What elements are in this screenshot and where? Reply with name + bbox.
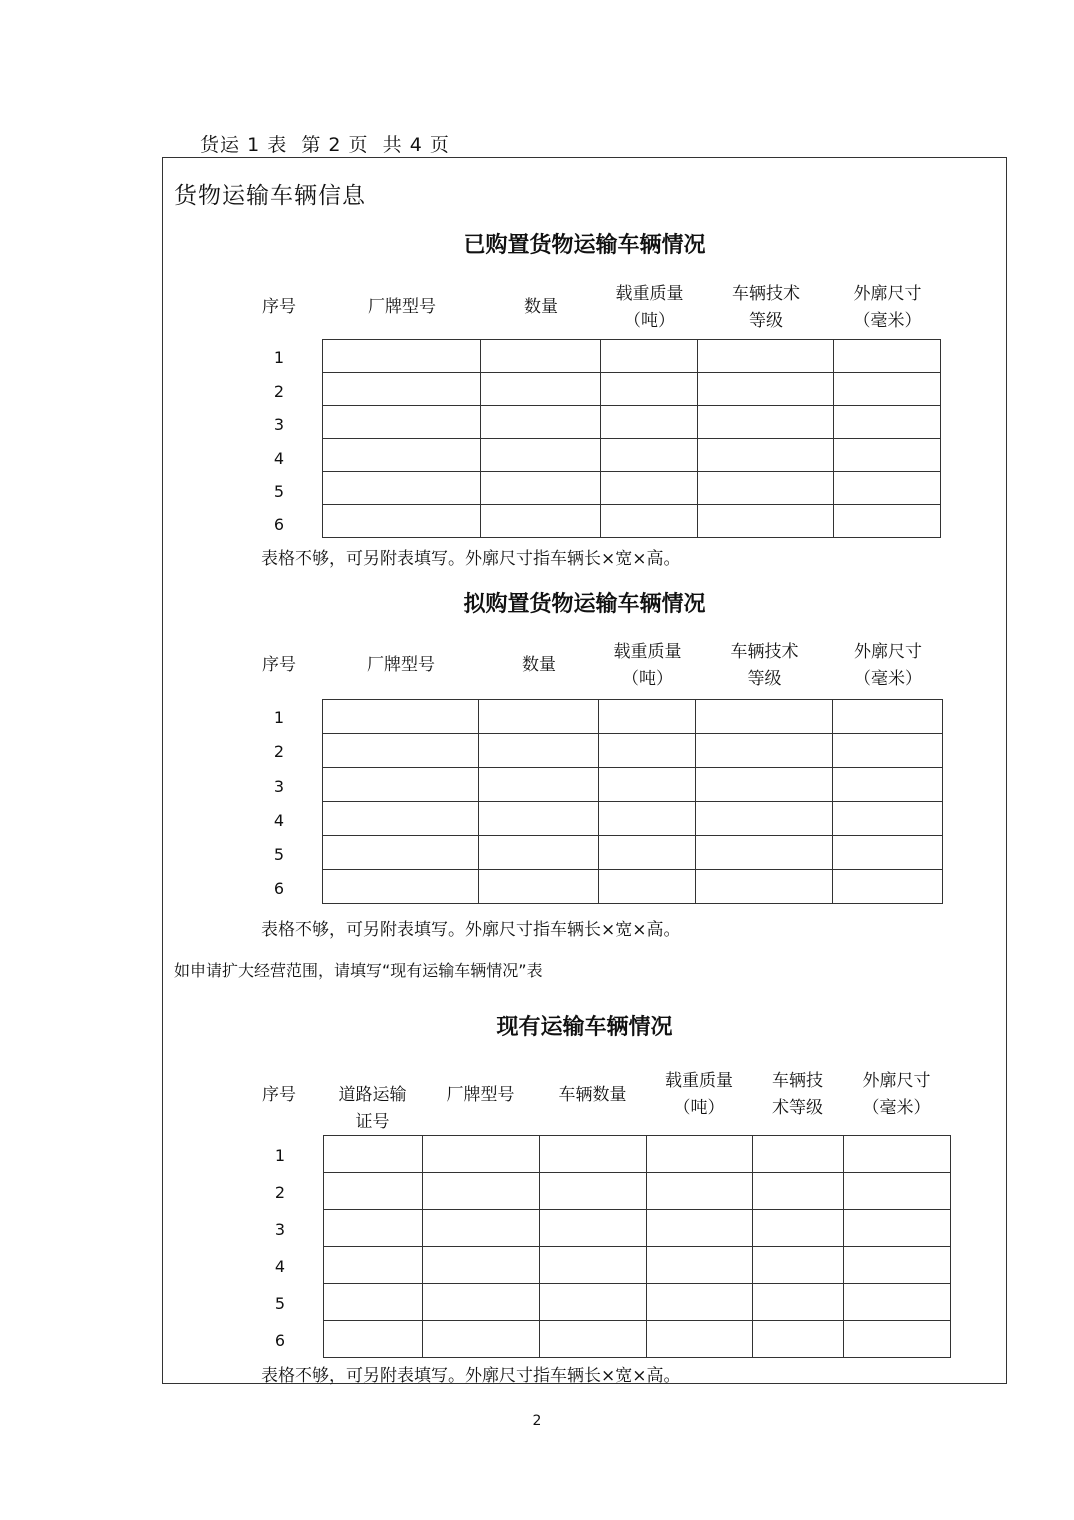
table-cell[interactable] <box>834 406 941 439</box>
header-line: 术等级 <box>772 1098 823 1118</box>
header-brand-model: 厂牌型号 <box>368 297 436 317</box>
table-cell[interactable] <box>479 768 599 802</box>
table-cell[interactable] <box>698 340 834 373</box>
header-line: （吨） <box>622 669 673 689</box>
table-cell[interactable] <box>698 406 834 439</box>
header-dimensions <box>843 1068 950 1122</box>
header-line: （吨） <box>624 311 675 331</box>
table-cell[interactable] <box>479 836 599 870</box>
table-cell[interactable] <box>479 700 599 734</box>
header-quantity: 数量 <box>522 655 556 675</box>
planned-vehicles-grid <box>322 699 943 904</box>
table-cell[interactable] <box>540 1136 647 1173</box>
table-cell[interactable] <box>753 1284 844 1321</box>
table-cell[interactable] <box>844 1247 951 1284</box>
table-cell[interactable] <box>324 1173 423 1210</box>
table-cell[interactable] <box>844 1321 951 1358</box>
header-line: （毫米） <box>853 311 922 331</box>
header-line: （毫米） <box>854 669 922 689</box>
header-line: 车辆技 <box>772 1071 823 1091</box>
table-cell[interactable] <box>647 1284 753 1321</box>
table-cell[interactable] <box>479 870 599 904</box>
page-total: 4 <box>409 134 423 156</box>
table-cell[interactable] <box>753 1173 844 1210</box>
table-cell[interactable] <box>323 439 481 472</box>
page-prefix: 第 <box>301 134 322 156</box>
table-cell[interactable] <box>698 373 834 406</box>
table-cell[interactable] <box>599 768 696 802</box>
table-cell[interactable] <box>601 406 698 439</box>
row-number: 6 <box>274 1331 286 1350</box>
existing-vehicles-grid <box>323 1135 951 1358</box>
row-number: 5 <box>273 845 285 864</box>
table-cell[interactable] <box>696 700 833 734</box>
table-cell[interactable] <box>481 472 601 505</box>
form-number: 1 <box>247 134 261 156</box>
table-cell[interactable] <box>844 1284 951 1321</box>
table-cell[interactable] <box>324 1210 423 1247</box>
table-cell[interactable] <box>323 870 479 904</box>
table-cell[interactable] <box>647 1136 753 1173</box>
form-suffix: 表 <box>267 134 288 156</box>
table-title-existing: 现有运输车辆情况 <box>496 1015 673 1040</box>
table-cell[interactable] <box>423 1136 540 1173</box>
table-cell[interactable] <box>601 373 698 406</box>
table-cell[interactable] <box>423 1210 540 1247</box>
row-number: 2 <box>273 742 285 761</box>
table-cell[interactable] <box>323 340 481 373</box>
table-title-purchased: 已购置货物运输车辆情况 <box>463 233 706 258</box>
header-line: 证号 <box>355 1112 390 1132</box>
form-name: 货运 <box>200 134 241 156</box>
table-cell[interactable] <box>844 1136 951 1173</box>
row-number: 6 <box>273 879 285 898</box>
table-cell[interactable] <box>834 373 941 406</box>
row-number: 5 <box>274 1294 286 1313</box>
header-dimensions <box>833 639 943 693</box>
header-line: （吨） <box>673 1098 725 1118</box>
table-cell[interactable] <box>323 836 479 870</box>
table-cell[interactable] <box>833 870 943 904</box>
table-cell[interactable] <box>601 472 698 505</box>
table-cell[interactable] <box>324 1247 423 1284</box>
table-note: 表格不够，可另附表填写。外廓尺寸指车辆长×宽×高。 <box>261 920 681 940</box>
header-line: 外廓尺寸 <box>854 642 922 662</box>
row-number: 2 <box>273 382 285 401</box>
header-load-mass <box>646 1068 752 1122</box>
header-line: 外廓尺寸 <box>853 284 922 304</box>
header-line: 道路运输 <box>338 1085 407 1105</box>
table-cell[interactable] <box>423 1247 540 1284</box>
table-cell[interactable] <box>647 1247 753 1284</box>
row-number: 1 <box>274 1146 286 1165</box>
table-cell[interactable] <box>696 836 833 870</box>
table-cell[interactable] <box>481 505 601 538</box>
table-cell[interactable] <box>324 1136 423 1173</box>
table-cell[interactable] <box>834 439 941 472</box>
header-line: 车辆技术 <box>732 284 800 304</box>
table-cell[interactable] <box>323 373 481 406</box>
table-cell[interactable] <box>423 1321 540 1358</box>
header-brand-model: 厂牌型号 <box>446 1085 515 1105</box>
row-number: 1 <box>273 348 285 367</box>
table-cell[interactable] <box>423 1284 540 1321</box>
table-cell[interactable] <box>696 802 833 836</box>
page-number: 2 <box>532 1413 542 1429</box>
table-cell[interactable] <box>601 439 698 472</box>
header-serial: 序号 <box>262 297 296 317</box>
table-cell[interactable] <box>540 1321 647 1358</box>
header-tech-grade <box>696 639 833 693</box>
header-line: （毫米） <box>862 1098 931 1118</box>
header-line: 等级 <box>749 311 783 331</box>
table-cell[interactable] <box>540 1284 647 1321</box>
table-cell[interactable] <box>601 340 698 373</box>
table-cell[interactable] <box>481 373 601 406</box>
total-unit: 页 <box>429 134 450 156</box>
table-cell[interactable] <box>540 1173 647 1210</box>
table-cell[interactable] <box>834 505 941 538</box>
table-cell[interactable] <box>647 1321 753 1358</box>
form-header <box>200 130 450 157</box>
table-cell[interactable] <box>698 472 834 505</box>
table-cell[interactable] <box>481 439 601 472</box>
row-number: 4 <box>274 1257 286 1276</box>
row-number: 6 <box>273 515 285 534</box>
table-cell[interactable] <box>323 802 479 836</box>
page-current: 2 <box>328 134 342 156</box>
table-cell[interactable] <box>753 1247 844 1284</box>
header-line: 外廓尺寸 <box>862 1071 931 1091</box>
table-cell[interactable] <box>479 734 599 768</box>
header-quantity: 数量 <box>524 297 558 317</box>
table-cell[interactable] <box>599 836 696 870</box>
total-prefix: 共 <box>382 134 403 156</box>
section-label: 货物运输车辆信息 <box>174 183 366 209</box>
header-serial: 序号 <box>262 655 296 675</box>
table-cell[interactable] <box>844 1173 951 1210</box>
table-cell[interactable] <box>753 1136 844 1173</box>
table-cell[interactable] <box>753 1321 844 1358</box>
row-number: 5 <box>273 482 285 501</box>
table-cell[interactable] <box>481 406 601 439</box>
table-cell[interactable] <box>324 1321 423 1358</box>
header-permit-number <box>323 1082 422 1136</box>
table-cell[interactable] <box>696 734 833 768</box>
table-cell[interactable] <box>833 836 943 870</box>
header-line: 车辆技术 <box>730 642 799 662</box>
table-cell[interactable] <box>599 802 696 836</box>
table-cell[interactable] <box>844 1210 951 1247</box>
table-cell[interactable] <box>540 1210 647 1247</box>
table-cell[interactable] <box>323 406 481 439</box>
row-number: 4 <box>273 449 285 468</box>
table-cell[interactable] <box>833 734 943 768</box>
table-cell[interactable] <box>698 505 834 538</box>
table-cell[interactable] <box>647 1173 753 1210</box>
row-number: 1 <box>273 708 285 727</box>
table-cell[interactable] <box>323 768 479 802</box>
table-cell[interactable] <box>833 768 943 802</box>
table-cell[interactable] <box>834 340 941 373</box>
table-cell[interactable] <box>833 700 943 734</box>
table-cell[interactable] <box>599 700 696 734</box>
table-cell[interactable] <box>323 700 479 734</box>
header-dimensions <box>834 281 941 335</box>
table-cell[interactable] <box>599 734 696 768</box>
expand-scope-instruction: 如申请扩大经营范围，请填写“现有运输车辆情况”表 <box>174 961 543 980</box>
header-line: 等级 <box>747 669 782 689</box>
table-cell[interactable] <box>481 340 601 373</box>
header-load-mass <box>599 639 696 693</box>
table-cell[interactable] <box>833 802 943 836</box>
table-cell[interactable] <box>696 870 833 904</box>
table-note: 表格不够，可另附表填写。外廓尺寸指车辆长×宽×高。 <box>261 549 681 569</box>
header-load-mass <box>601 281 698 335</box>
table-cell[interactable] <box>753 1210 844 1247</box>
header-line: 载重质量 <box>613 642 682 662</box>
header-vehicle-count: 车辆数量 <box>558 1085 627 1105</box>
row-number: 4 <box>273 811 285 830</box>
header-serial: 序号 <box>262 1085 296 1105</box>
table-cell[interactable] <box>647 1210 753 1247</box>
table-cell[interactable] <box>423 1173 540 1210</box>
header-line: 载重质量 <box>615 284 684 304</box>
row-number: 2 <box>274 1183 286 1202</box>
header-tech-grade <box>752 1068 843 1122</box>
table-note: 表格不够，可另附表填写。外廓尺寸指车辆长×宽×高。 <box>261 1366 681 1386</box>
purchased-vehicles-grid <box>322 339 941 538</box>
table-cell[interactable] <box>323 472 481 505</box>
row-number: 3 <box>273 777 285 796</box>
table-cell[interactable] <box>834 472 941 505</box>
table-cell[interactable] <box>696 768 833 802</box>
table-cell[interactable] <box>323 734 479 768</box>
table-cell[interactable] <box>323 505 481 538</box>
table-cell[interactable] <box>540 1247 647 1284</box>
header-tech-grade <box>698 281 834 335</box>
table-cell[interactable] <box>479 802 599 836</box>
header-brand-model: 厂牌型号 <box>367 655 435 675</box>
table-cell[interactable] <box>601 505 698 538</box>
row-number: 3 <box>273 415 285 434</box>
table-cell[interactable] <box>599 870 696 904</box>
page-unit: 页 <box>348 134 369 156</box>
header-line: 载重质量 <box>665 1071 733 1091</box>
table-title-planned: 拟购置货物运输车辆情况 <box>463 592 706 617</box>
table-cell[interactable] <box>698 439 834 472</box>
row-number: 3 <box>274 1220 286 1239</box>
table-cell[interactable] <box>324 1284 423 1321</box>
